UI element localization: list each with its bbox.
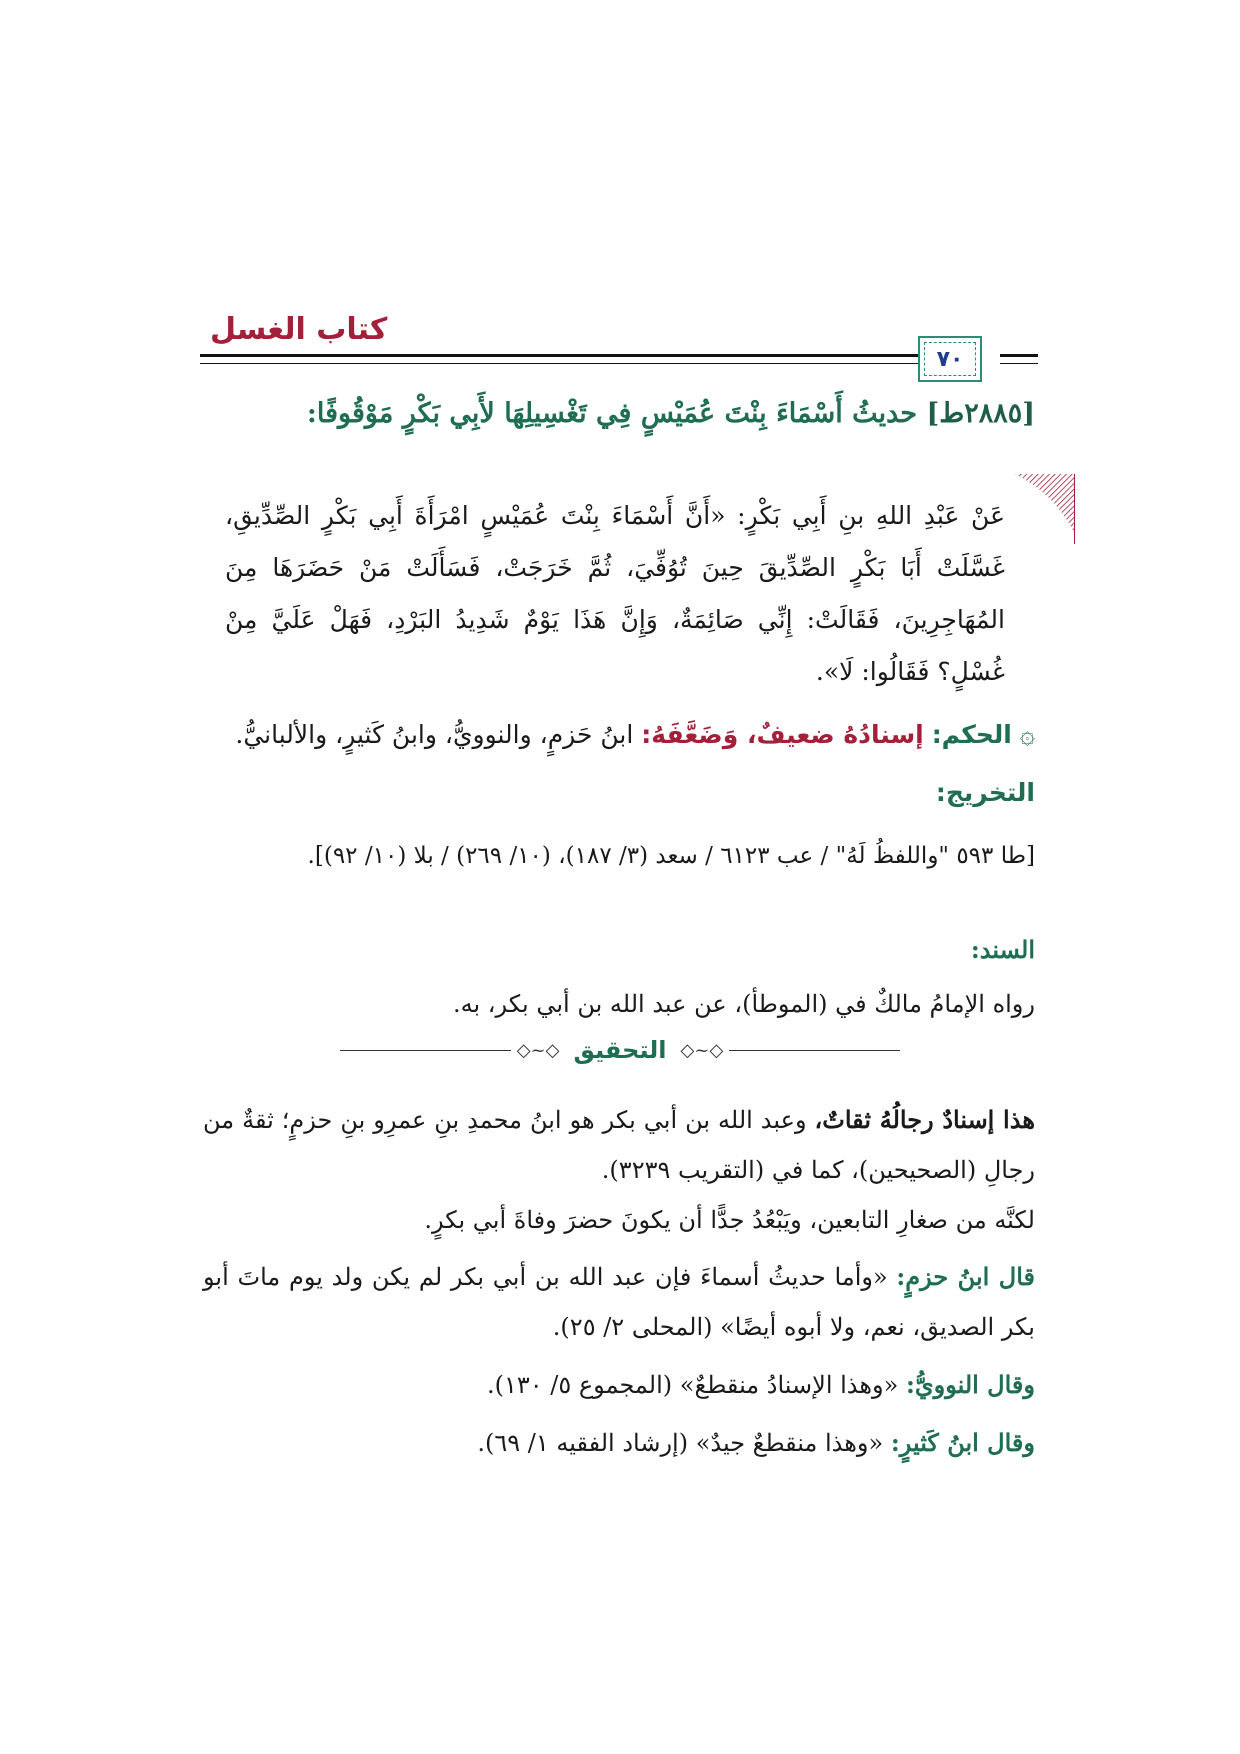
book-title: كتاب الغسل (210, 312, 388, 347)
header-rule-thin-right (1000, 363, 1038, 364)
corner-ornament-icon (1015, 474, 1075, 544)
flower-icon: ۞ (1019, 720, 1035, 750)
ruling-scholars: ابنُ حَزمٍ، والنوويُّ، وابنُ كَثيرٍ، والألبانيُّ. (235, 720, 634, 749)
page-number-badge (918, 336, 982, 382)
header-rule-thick (200, 354, 960, 357)
tahqiq-text-3: «وأما حديثُ أسماءَ فإن عبد الله بن أبي بكر لم يكن ولد يوم ماتَ أبو بكر الصديق، نعم، ولا أبوه أيضًا» (المحلى ٢/ ٢٥). (203, 1263, 1035, 1341)
page-number: ٧٠ (936, 346, 964, 372)
header-rule-thin (200, 363, 960, 364)
divider-line-right (340, 1050, 511, 1051)
tahqiq-paragraph-1 (203, 1095, 1035, 1195)
tahqiq-paragraph-4 (225, 1360, 1035, 1410)
ruling-line (205, 720, 1035, 750)
tahqiq-bold-lead: هذا إسنادٌ رجالُهُ ثقاتٌ، (814, 1105, 1035, 1134)
tahqiq-paragraph-3 (203, 1252, 1035, 1352)
hadith-box (225, 490, 1035, 695)
tahqiq-paragraph-5 (225, 1418, 1035, 1468)
quote-label-ibn-hazm: قال ابنُ حزمٍ: (896, 1262, 1035, 1291)
ruling-value: إسنادُهُ ضعيفٌ، وَضَعَّفَهُ: (641, 720, 924, 749)
header-rule-thick-right (1000, 354, 1038, 357)
hadith-title: حديثُ أَسْمَاءَ بِنْتَ عُمَيْسٍ فِي تَغْسِيلِهَا لأَبِي بَكْرٍ مَوْقُوفًا: (306, 398, 918, 429)
hadith-heading (205, 398, 1035, 429)
divider-ornament-icon: ◇~◇ (680, 1039, 724, 1061)
divider-line-left (729, 1050, 900, 1051)
quote-label-ibn-kathir: وقال ابنُ كَثيرٍ: (890, 1428, 1035, 1457)
tahqiq-text-4: «وهذا الإسنادُ منقطعٌ» (المجموع ٥/ ١٣٠). (486, 1371, 899, 1399)
hadith-text: عَنْ عَبْدِ اللهِ بنِ أَبِي بَكْرٍ: «أَنَّ أَسْمَاءَ بِنْتَ عُمَيْسٍ امْرَأَةَ أَبِي بَكْرٍ الصِّدِّيقِ، غَسَّلَتْ أَبَا بَكْرٍ الصِّدِّيقَ حِينَ تُوُفِّيَ، ثُمَّ خَرَجَتْ، فَسَأَلَتْ مَنْ حَضَرَهَا مِنَ المُهَاجِرِينَ، فَقَالَتْ: إِنِّي صَائِمَةٌ، وَإِنَّ هَذَا يَوْمٌ شَدِيدُ البَرْدِ، فَهَلْ عَلَيَّ مِنْ غُسْلٍ؟ فَقَالُوا: لَا». (225, 501, 1005, 686)
sanad-heading: السند: (970, 935, 1035, 964)
tahqiq-text-1: وعبد الله بن أبي بكر هو ابنُ محمدِ بنِ عمرِو بنِ حزمٍ؛ ثقةٌ من رجالِ (الصحيحين)، كما في (التقريب ٣٢٣٩). (203, 1106, 1035, 1184)
tahqiq-text-2: لكنَّه من صغارِ التابعين، ويَبْعُدُ جدًّا أن يكونَ حضرَ وفاةَ أبي بكرٍ. (424, 1206, 1035, 1234)
divider-ornament-icon: ◇~◇ (516, 1039, 560, 1061)
takhrij-heading: التخريج: (935, 778, 1035, 807)
quote-label-nawawi: وقال النوويُّ: (905, 1370, 1035, 1399)
sanad-text: رواه الإمامُ مالكٌ في (الموطأ)، عن عبد الله بن أبي بكر، به. (453, 990, 1035, 1018)
takhrij-text: [طا ٥٩٣ "واللفظُ لَهُ" / عب ٦١٢٣ / سعد (٣/ ١٨٧)، (١٠/ ٢٦٩) / بلا (١٠/ ٩٢)]. (307, 843, 1035, 869)
tahqiq-heading: التحقيق (573, 1036, 667, 1064)
ruling-label: الحكم: (931, 720, 1012, 749)
tahqiq-paragraph-2 (225, 1195, 1035, 1245)
tahqiq-divider (340, 1030, 900, 1070)
hadith-number: [٢٨٨٥ط] (926, 398, 1035, 429)
tahqiq-text-5: «وهذا منقطعٌ جيدٌ» (إرشاد الفقيه ١/ ٦٩). (477, 1429, 884, 1457)
